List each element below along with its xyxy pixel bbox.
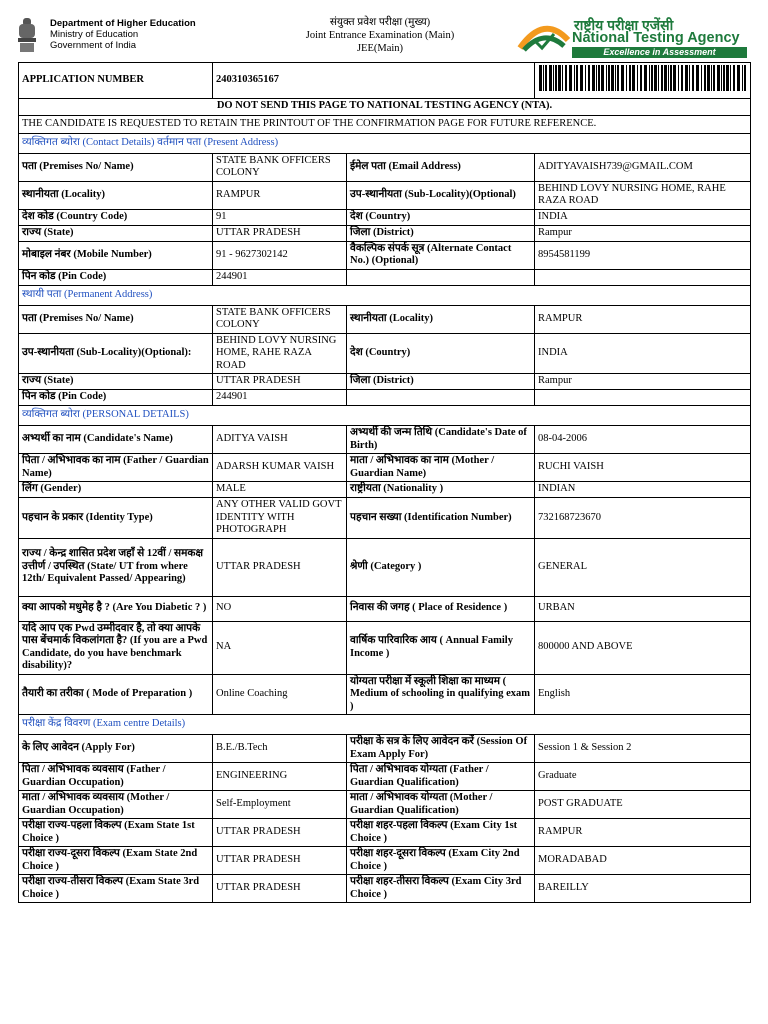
detail-row [19,596,751,621]
detail-row [19,305,751,333]
government-name: Government of India [50,40,137,51]
exam-title-english: Joint Entrance Examination (Main) [305,30,455,41]
field-label: यदि आप एक Pwd उम्मीदवार है, तो क्या आपके पास बेंचमार्क विकलांगता है? (If you are a Pwd Candidate, do you have benchmark disability)? [19,621,213,674]
field-value: INDIA [535,209,751,225]
field-label: निवास की जगह ( Place of Residence ) [347,596,535,621]
field-value: 732168723670 [535,498,751,539]
barcode-bar [611,65,614,91]
barcode-bar [632,65,635,91]
barcode-bar [637,65,638,91]
field-value: 91 - 9627302142 [213,241,347,269]
field-value: B.E./B.Tech [213,735,347,763]
field-label: माता / अभिभावक व्यवसाय (Mother / Guardian Occupation) [19,791,213,819]
barcode-bar [713,65,715,91]
page-header [0,0,768,62]
field-value: URBAN [535,596,751,621]
field-label: वैकल्पिक संपर्क सूत्र (Alternate Contact No.) (Optional) [347,241,535,269]
barcode-bar [744,65,746,91]
field-value: ANY OTHER VALID GOVT IDENTITY WITH PHOTOGRAPH [213,498,347,539]
field-value: BEHIND LOVY NURSING HOME, RAHE RAZA ROAD [213,333,347,374]
barcode-bar [606,65,607,91]
barcode-bar [565,65,567,91]
barcode-bar [704,65,706,91]
field-value: 8954581199 [535,241,751,269]
field-label: पिन कोड (Pin Code) [19,390,213,406]
barcode-bar [726,65,729,91]
field-label: वार्षिक पारिवारिक आय ( Annual Family Income ) [347,621,535,674]
detail-row [19,735,751,763]
barcode-bar [742,65,743,91]
field-label: लिंग (Gender) [19,482,213,498]
application-number-value: 240310365167 [213,63,535,99]
detail-row [19,209,751,225]
barcode-bar [711,65,712,91]
field-value: RUCHI VAISH [535,454,751,482]
field-label: पता (Premises No/ Name) [19,153,213,181]
detail-row [19,791,751,819]
field-value: Rampur [535,225,751,241]
field-label: स्थानीयता (Locality) [19,181,213,209]
barcode-bar [670,65,672,91]
section-title: परीक्षा केंद्र विवरण (Exam centre Details) [19,715,751,735]
field-label: ईमेल पता (Email Address) [347,153,535,181]
field-label: पिता / अभिभावक व्यवसाय (Father / Guardian Occupation) [19,763,213,791]
field-value: 800000 AND ABOVE [535,621,751,674]
field-label: के लिए आवेदन (Apply For) [19,735,213,763]
field-value: BEHIND LOVY NURSING HOME, RAHE RAZA ROAD [535,181,751,209]
barcode-bar [673,65,676,91]
field-label: देश (Country) [347,333,535,374]
field-value: MORADABAD [535,847,751,875]
field-label: श्रेणी (Category ) [347,538,535,596]
barcode-bar [707,65,710,91]
barcode-bar [681,65,683,91]
section-title: व्यक्तिगत ब्योरा (Contact Details) वर्तमान पता (Present Address) [19,133,751,153]
barcode-bar [654,65,657,91]
barcode-bar [621,65,624,91]
field-value: UTTAR PRADESH [213,374,347,390]
barcode-bar [629,65,631,91]
field-label: राज्य (State) [19,374,213,390]
application-number-row [19,63,751,99]
barcode-bar [601,65,604,91]
barcode-bar [596,65,597,91]
barcode-bar [717,65,720,91]
field-label: उप-स्थानीयता (Sub-Locality)(Optional) [347,181,535,209]
detail-row [19,847,751,875]
nta-logo-icon [516,20,572,54]
field-value: UTTAR PRADESH [213,538,347,596]
field-value: Self-Employment [213,791,347,819]
field-label: जिला (District) [347,225,535,241]
field-label: देश कोड (Country Code) [19,209,213,225]
field-label: राज्य (State) [19,225,213,241]
field-value: RAMPUR [213,181,347,209]
exam-title-block [250,16,510,55]
field-value [535,269,751,285]
field-value: RAMPUR [535,305,751,333]
field-label: परीक्षा राज्य-तीसरा विकल्प (Exam State 3rd Choice ) [19,875,213,903]
barcode-bar [555,65,557,91]
detail-row [19,225,751,241]
barcode-bar [651,65,653,91]
detail-row [19,875,751,903]
nta-name-hindi: राष्ट्रीय परीक्षा एजेंसी [574,17,674,33]
exam-title-short: JEE(Main) [356,43,404,54]
detail-row [19,269,751,285]
barcode-bar [689,65,690,91]
barcode-bar [615,65,616,91]
barcode-bar [543,65,544,91]
field-label: अभ्यर्थी का नाम (Candidate's Name) [19,426,213,454]
field-value: 244901 [213,269,347,285]
field-value: MALE [213,482,347,498]
field-value: POST GRADUATE [535,791,751,819]
barcode-bar [737,65,740,91]
barcode-bar [723,65,725,91]
field-label: परीक्षा राज्य-दूसरा विकल्प (Exam State 2nd Choice ) [19,847,213,875]
field-label: परीक्षा राज्य-पहला विकल्प (Exam State 1st Choice ) [19,819,213,847]
field-value: NO [213,596,347,621]
field-label: पिता / अभिभावक का नाम (Father / Guardian Name) [19,454,213,482]
barcode-bar [574,65,575,91]
barcode-bar [664,65,667,91]
field-label: पिता / अभिभावक योग्यता (Father / Guardian Qualification) [347,763,535,791]
barcode-bar [549,65,552,91]
section-header-present [19,133,751,153]
field-value: English [535,674,751,715]
field-label: परीक्षा शहर-तीसरा विकल्प (Exam City 3rd Choice ) [347,875,535,903]
field-label: पता (Premises No/ Name) [19,305,213,333]
barcode-bar [545,65,547,91]
barcode-bar [701,65,702,91]
field-value: ADARSH KUMAR VAISH [213,454,347,482]
ministry-name: Ministry of Education [50,29,139,40]
section-header-permanent [19,285,751,305]
field-value: Graduate [535,763,751,791]
info-row [19,115,751,133]
field-label: परीक्षा शहर-दूसरा विकल्प (Exam City 2nd Choice ) [347,847,535,875]
nta-logo-block [516,16,751,60]
detail-row [19,819,751,847]
field-label [347,269,535,285]
barcode-bar [668,65,669,91]
field-label: स्थानीयता (Locality) [347,305,535,333]
field-value: STATE BANK OFFICERS COLONY [213,153,347,181]
barcode-bar [733,65,735,91]
notice-text: DO NOT SEND THIS PAGE TO NATIONAL TESTING AGENCY (NTA). [19,98,751,115]
barcode-bar [585,65,586,91]
field-value: Online Coaching [213,674,347,715]
barcode-bar [658,65,659,91]
field-label: पहचान के प्रकार (Identity Type) [19,498,213,539]
field-value: ENGINEERING [213,763,347,791]
barcode-bar [721,65,722,91]
barcode-bar [598,65,600,91]
detail-row [19,674,751,715]
barcode-bar [626,65,627,91]
nta-name-english: National Testing Agency [572,30,740,46]
barcode-bar [539,65,542,91]
field-value: UTTAR PRADESH [213,847,347,875]
field-label: उप-स्थानीयता (Sub-Locality)(Optional): [19,333,213,374]
detail-row [19,390,751,406]
field-value: UTTAR PRADESH [213,225,347,241]
field-label: मोबाइल नंबर (Mobile Number) [19,241,213,269]
field-value: STATE BANK OFFICERS COLONY [213,305,347,333]
field-value: BAREILLY [535,875,751,903]
barcode-bar [617,65,619,91]
section-title: स्थायी पता (Permanent Address) [19,285,751,305]
detail-row [19,454,751,482]
section-header-exam [19,715,751,735]
field-label: परीक्षा शहर-पहला विकल्प (Exam City 1st Choice ) [347,819,535,847]
field-label: क्या आपको मधुमेह है ? (Are You Diabetic ? ) [19,596,213,621]
barcode [535,63,751,99]
field-label [347,390,535,406]
detail-row [19,482,751,498]
field-value: GENERAL [535,538,751,596]
field-value: UTTAR PRADESH [213,819,347,847]
field-label: देश (Country) [347,209,535,225]
field-label: माता / अभिभावक योग्यता (Mother / Guardian Qualification) [347,791,535,819]
field-label: योग्यता परीक्षा में स्कूली शिक्षा का माध्यम ( Medium of schooling in qualifying exam ) [347,674,535,715]
barcode-bar [678,65,679,91]
field-value: INDIAN [535,482,751,498]
field-value: INDIA [535,333,751,374]
detail-row [19,621,751,674]
barcode-bar [558,65,561,91]
detail-row [19,181,751,209]
barcode-bar [562,65,563,91]
field-value: 91 [213,209,347,225]
field-value: Session 1 & Session 2 [535,735,751,763]
detail-row [19,498,751,539]
field-value: UTTAR PRADESH [213,875,347,903]
field-label: पिन कोड (Pin Code) [19,269,213,285]
field-label: तैयारी का तरीका ( Mode of Preparation ) [19,674,213,715]
barcode-bar [661,65,663,91]
department-title: Department of Higher Education [50,18,196,29]
field-label: माता / अभिभावक का नाम (Mother / Guardian Name) [347,454,535,482]
field-value [535,390,751,406]
field-value: RAMPUR [535,819,751,847]
field-label: पहचान सख्या (Identification Number) [347,498,535,539]
application-number-label: APPLICATION NUMBER [19,63,213,99]
field-label: अभ्यर्थी की जन्म तिथि (Candidate's Date of Birth) [347,426,535,454]
detail-row [19,374,751,390]
detail-row [19,241,751,269]
barcode-bar [592,65,595,91]
department-block [50,18,196,51]
field-label: राज्य / केन्द्र शासित प्रदेश जहाँ से 12वीं / समकक्ष उत्तीर्ण / उपस्थित (State/ UT from where 12th/ Equivalent Passed/ Appearing) [19,538,213,596]
barcode-bar [696,65,699,91]
field-value: 244901 [213,390,347,406]
barcode-bar [569,65,572,91]
barcode-bar [608,65,610,91]
field-value: 08-04-2006 [535,426,751,454]
field-label: परीक्षा के सत्र के लिए आवेदन करें (Session Of Exam Apply For) [347,735,535,763]
barcode-bar [553,65,554,91]
field-label: राष्ट्रीयता (Nationality ) [347,482,535,498]
barcode-bar [685,65,688,91]
detail-row [19,426,751,454]
barcode-bar [644,65,647,91]
field-value: Rampur [535,374,751,390]
confirmation-table [18,62,751,903]
section-title: व्यक्तिगत ब्योरा (PERSONAL DETAILS) [19,406,751,426]
national-emblem-icon [14,16,40,54]
barcode-bar [730,65,731,91]
barcode-bar [588,65,590,91]
field-label: जिला (District) [347,374,535,390]
detail-row [19,763,751,791]
nta-tagline: Excellence in Assessment [572,47,747,58]
info-text: THE CANDIDATE IS REQUESTED TO RETAIN THE PRINTOUT OF THE CONFIRMATION PAGE FOR FUTURE REFERENCE. [19,115,751,133]
detail-row [19,333,751,374]
barcode-bar [692,65,694,91]
notice-row [19,98,751,115]
section-header-personal [19,406,751,426]
detail-row [19,538,751,596]
barcode-bar [640,65,642,91]
field-value: NA [213,621,347,674]
barcode-bar [649,65,650,91]
field-value: ADITYA VAISH [213,426,347,454]
detail-row [19,153,751,181]
exam-title-hindi: संयुक्त प्रवेश परीक्षा (मुख्य) [329,17,431,28]
barcode-bar [580,65,583,91]
barcode-icon [535,63,751,93]
field-value: ADITYAVAISH739@GMAIL.COM [535,153,751,181]
barcode-bar [576,65,578,91]
